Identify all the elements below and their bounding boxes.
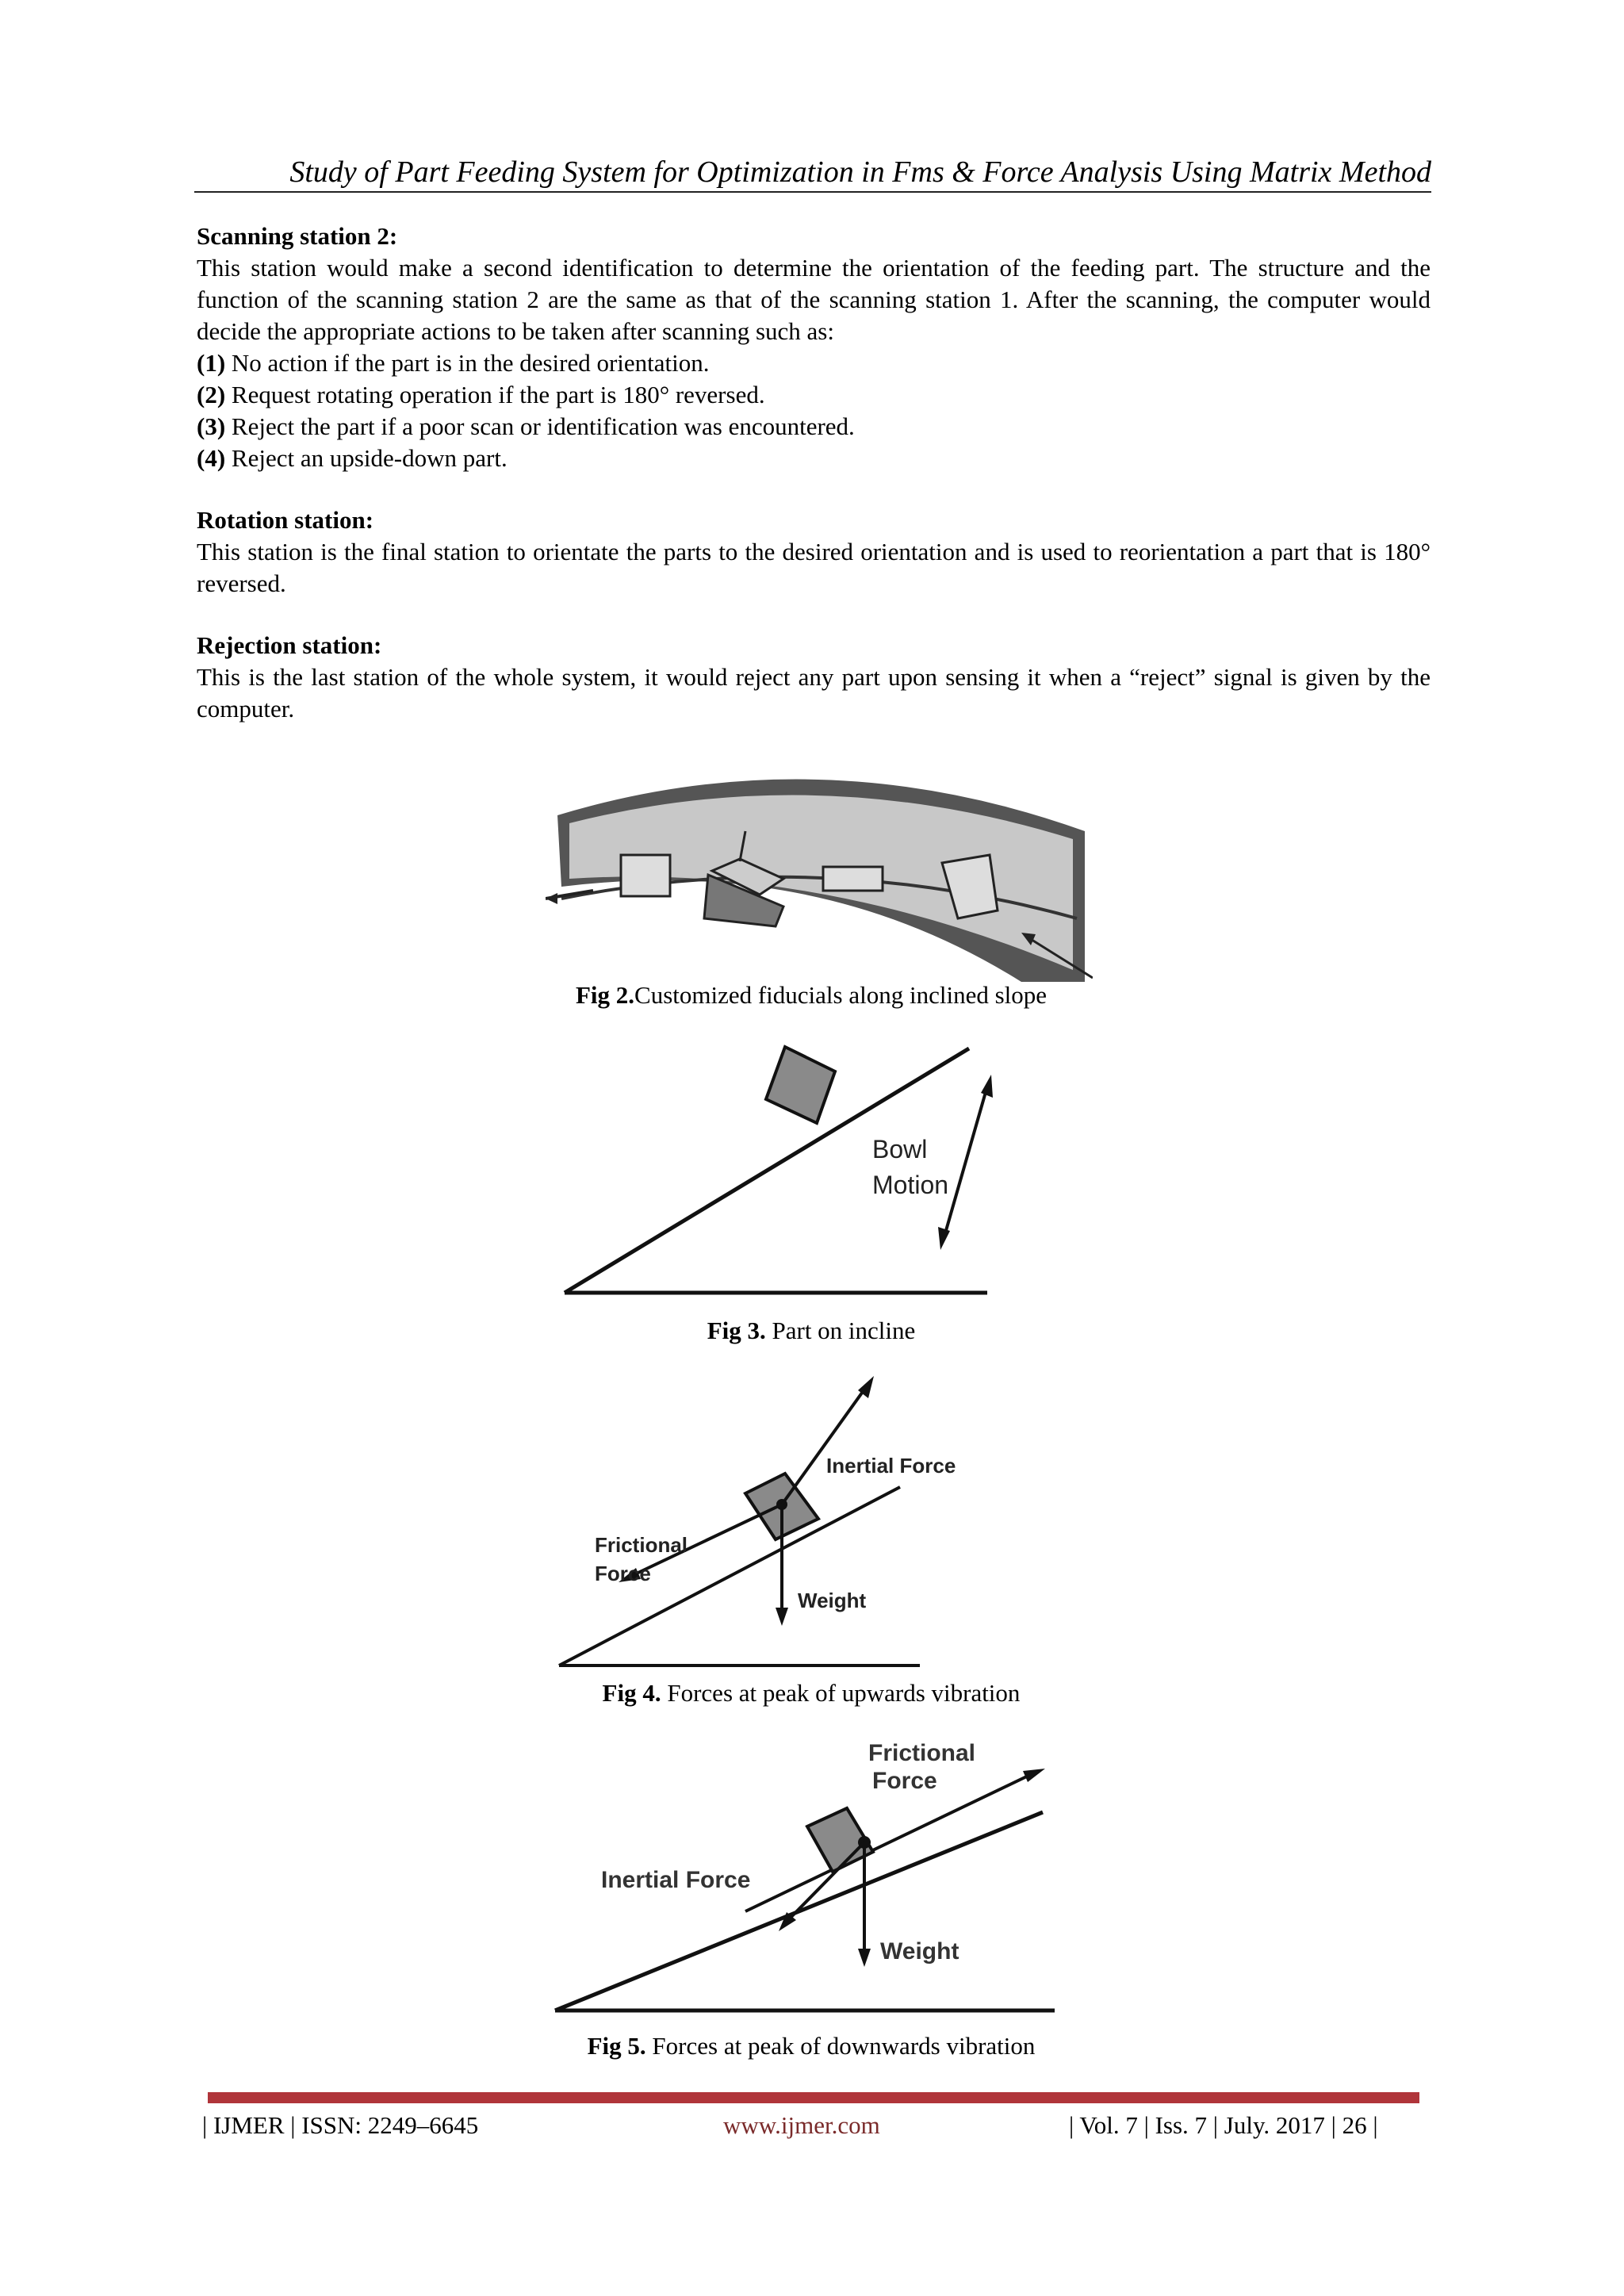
list-item-text: Request rotating operation if the part is 180° reversed. [231,381,765,408]
section-rejection-station [197,630,1431,725]
forces-up-drawing [547,1368,991,1669]
footer-website-link[interactable]: www.ijmer.com [723,2111,880,2139]
part-flat [823,867,883,891]
figure-4-caption [375,1677,1247,1709]
list-item-number: (2) [197,381,226,408]
list-item-text: Reject an upside-down part. [231,444,508,472]
running-title: Study of Part Feeding System for Optimization in Fms & Force Analysis Using Matrix Method [289,155,1431,189]
label-inertial-force: Inertial Force [601,1867,751,1893]
caption-label: Fig 4. [602,1679,661,1707]
footer-volume-info: | Vol. 7 | Iss. 7 | July. 2017 | 26 | [1069,2111,1378,2139]
list-item-text: Reject the part if a poor scan or identification was encountered. [231,412,855,440]
label-motion: Motion [872,1171,949,1199]
section-heading: Scanning station 2: [197,222,398,250]
label-force: Force [872,1768,937,1794]
section-body: This station is the final station to orientate the parts to the desired orientation and is used to reorientation a part that is 180° reversed. [197,538,1431,597]
label-frictional: Frictional [868,1740,976,1766]
list-item-number: (4) [197,444,226,472]
part-block [621,855,670,896]
figure-3-caption [375,1315,1247,1347]
section-rotation-station [197,504,1431,600]
label-force: Force [595,1562,651,1585]
header-rule [194,191,1431,193]
section-scanning-station-2 [197,220,1431,474]
figure-2-bowl-track [546,768,1093,982]
incline-drawing [555,1031,999,1301]
list-item-number: (3) [197,412,226,440]
section-heading: Rotation station: [197,506,374,534]
part-square [766,1047,835,1123]
figure-3-part-on-incline [555,1031,999,1301]
figure-4-forces-upward [547,1368,991,1669]
inertial-force-arrow [782,1384,868,1504]
label-weight: Weight [880,1938,959,1964]
label-weight: Weight [798,1589,867,1612]
section-body: This station would make a second identification to determine the orientation of the feeding part. The structure and the function of the scanning station 2 are the same as that of the scanning station 1. After the scanning, the computer would decide the appropriate actions to be taken after scanning such as: [197,254,1431,345]
list-item [197,379,1431,411]
list-item-number: (1) [197,349,226,377]
figure-5-forces-downward [547,1733,1063,2018]
list-item [197,443,1431,474]
section-heading: Rejection station: [197,631,382,659]
caption-text: Customized fiducials along inclined slope [634,981,1048,1009]
figure-2-caption [375,979,1247,1011]
label-bowl: Bowl [872,1135,928,1163]
caption-label: Fig 5. [587,2032,646,2060]
list-item-text: No action if the part is in the desired orientation. [231,349,710,377]
footer-journal-info: | IJMER | ISSN: 2249–6645 [202,2111,479,2139]
forces-down-drawing [547,1733,1063,2018]
caption-text: Forces at peak of upwards vibration [661,1679,1021,1707]
caption-label: Fig 3. [707,1317,766,1344]
label-inertial-force: Inertial Force [826,1454,956,1478]
caption-label: Fig 2. [575,981,635,1009]
section-body: This is the last station of the whole system, it would reject any part upon sensing it when a “reject” signal is given by the computer. [197,663,1431,723]
footer-bar [208,2092,1419,2103]
list-item [197,347,1431,379]
caption-text: Forces at peak of downwards vibration [645,2032,1036,2060]
caption-text: Part on incline [765,1317,916,1344]
bowl-motion-arrow [944,1087,987,1239]
bowl-track-drawing [546,768,1093,982]
list-item [197,411,1431,443]
label-frictional: Frictional [595,1533,688,1557]
figure-5-caption [375,2030,1247,2062]
